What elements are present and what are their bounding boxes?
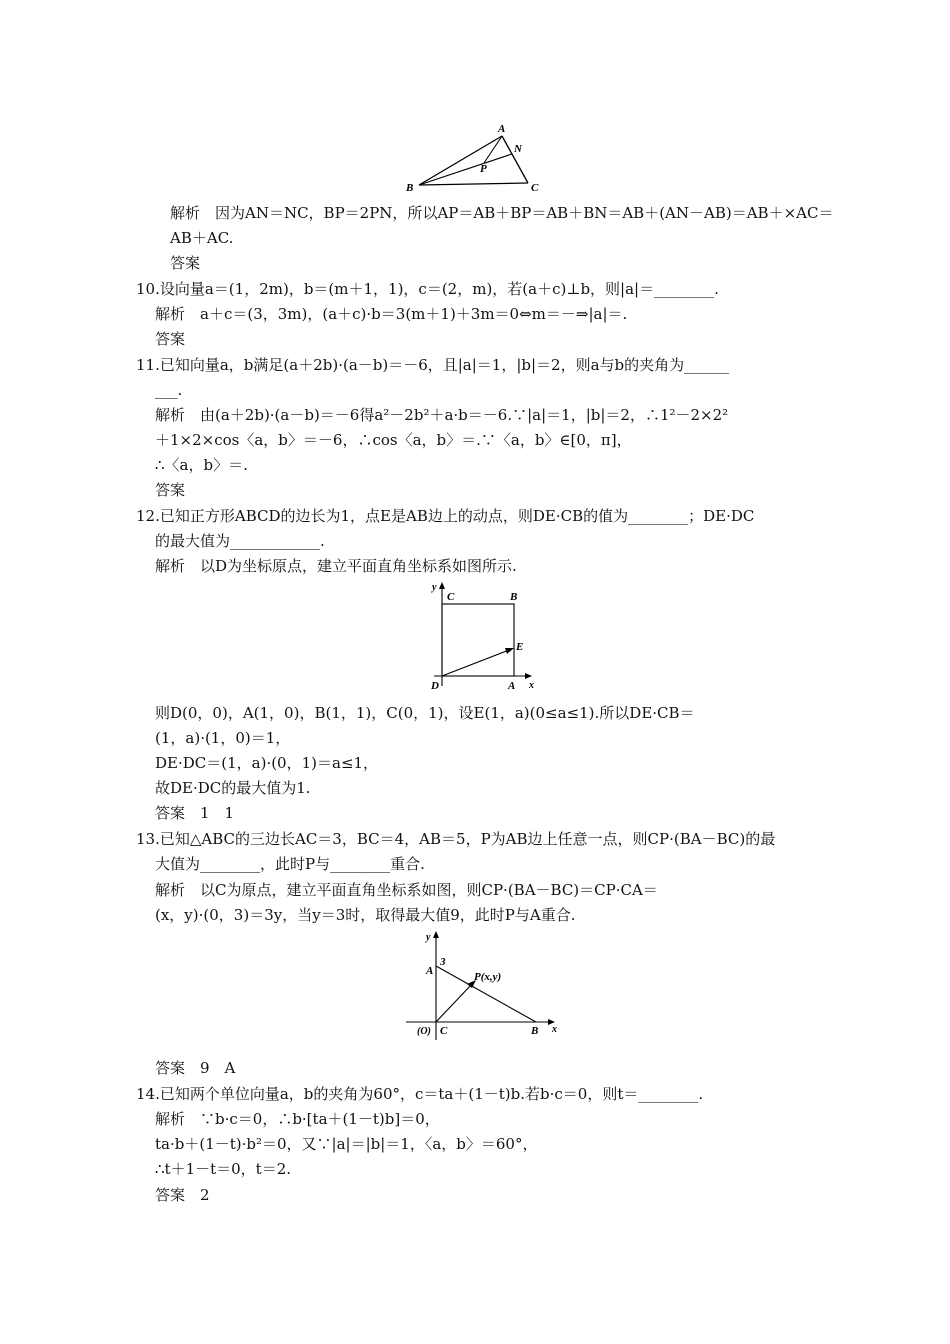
answer-label: 答案: [170, 254, 201, 272]
question-13: 13.已知△ABC的三边长AC＝3，BC＝4，AB＝5，P为AB边上任意一点，则CP·(BA－BC)的最: [136, 830, 776, 848]
text-line: 解析 由(a＋2b)·(a－b)＝－6得a²－2b²＋a·b＝－6.∵|a|＝1，|b|＝2，∴1²－2×2²: [155, 406, 729, 424]
segment-bn: [419, 154, 512, 185]
label-y: y: [426, 932, 431, 943]
label-p: P(x,y): [474, 971, 502, 983]
label-b: B: [510, 591, 518, 603]
text-line: 的最大值为____________.: [155, 532, 325, 550]
label-x: x: [552, 1024, 557, 1035]
square-abcd: [442, 604, 514, 676]
text-line: 解析 因为AN＝NC，BP＝2PN，所以AP＝AB＋BP＝AB＋BN＝AB＋(AN－AB)＝AB＋×AC＝: [170, 204, 834, 222]
text-line: (x，y)·(0，3)＝3y，当y＝3时，取得最大值9，此时P与A重合.: [155, 906, 576, 924]
label-b: B: [406, 182, 414, 194]
text-line: (1，a)·(1，0)＝1，: [155, 729, 291, 747]
vector-cp: [436, 984, 472, 1022]
text-line: 解析 ∵b·c＝0，∴b·[ta＋(1－t)b]＝0，: [155, 1110, 440, 1128]
answer-label: 答案: [155, 481, 186, 499]
text-line: ___.: [155, 381, 183, 399]
text-line: ＋1×2×cos〈a，b〉＝－6，∴cos〈a，b〉＝.∵〈a，b〉∈[0，π]，: [155, 431, 632, 449]
label-e: E: [516, 641, 524, 653]
text-line: 解析 以C为原点，建立平面直角坐标系如图，则CP·(BA－BC)＝CP·CA＝: [155, 881, 658, 899]
text-line: 解析 以D为坐标原点，建立平面直角坐标系如图所示.: [155, 557, 517, 575]
label-b: B: [531, 1025, 539, 1037]
answer-line: 答案 1 1: [155, 804, 235, 822]
label-d: D: [431, 680, 439, 692]
x-axis-arrow: [525, 673, 532, 679]
label-y: y: [432, 582, 437, 593]
label-a: A: [498, 123, 506, 135]
label-p: P: [480, 163, 487, 175]
text-line: AB＋AC.: [170, 229, 234, 247]
triangle-figure: [400, 120, 550, 200]
question-10: 10.设向量a＝(1，2m)，b＝(m＋1，1)，c＝(2，m)，若(a＋c)⊥b，则|a|＝________.: [136, 280, 719, 298]
label-a: A: [426, 965, 434, 977]
question-14: 14.已知两个单位向量a，b的夹角为60°，c＝ta＋(1－t)b.若b·c＝0，则t＝________.: [136, 1085, 704, 1103]
text-line: 大值为________，此时P与________重合.: [155, 855, 425, 873]
label-c: C: [531, 182, 539, 194]
answer-label: 答案: [155, 330, 186, 348]
vector-de-arrow: [505, 648, 514, 654]
segment-ap: [484, 136, 502, 163]
vector-de: [442, 650, 509, 676]
text-line: ∴t＋1－t＝0，t＝2.: [155, 1160, 292, 1178]
text-line: DE·DC＝(1，a)·(0，1)＝a≤1，: [155, 754, 379, 772]
coordinate-figure: [400, 926, 570, 1046]
label-x: x: [529, 680, 534, 691]
label-c: C: [447, 591, 455, 603]
text-line: 则D(0，0)，A(1，0)，B(1，1)，C(0，1)，设E(1，a)(0≤a≤1).所以DE·CB＝: [155, 704, 695, 722]
question-11: 11.已知向量a，b满足(a＋2b)·(a－b)＝－6，且|a|＝1，|b|＝2，则a与b的夹角为______: [136, 356, 730, 374]
text-line: 故DE·DC的最大值为1.: [155, 779, 311, 797]
label-c: C: [440, 1025, 448, 1037]
y-axis-arrow: [439, 582, 445, 589]
text-line: ta·b＋(1－t)·b²＝0，又∵|a|＝|b|＝1，〈a，b〉＝60°，: [155, 1135, 538, 1153]
question-12: 12.已知正方形ABCD的边长为1，点E是AB边上的动点，则DE·CB的值为________；DE·DC: [136, 507, 755, 525]
square-figure: [420, 578, 550, 693]
answer-line: 答案 2: [155, 1186, 210, 1204]
text-line: ∴〈a，b〉＝.: [155, 456, 248, 474]
text-line: 解析 a＋c＝(3，3m)，(a＋c)·b＝3(m＋1)＋3m＝0⇔m＝－⇒|a|＝.: [155, 305, 628, 323]
segment-ab: [419, 136, 502, 185]
label-o: (O): [417, 1026, 431, 1037]
label-n: N: [514, 143, 522, 155]
y-axis-arrow: [433, 931, 439, 938]
answer-line: 答案 9 A: [155, 1059, 236, 1077]
segment-bc: [419, 183, 528, 185]
label-a: A: [508, 680, 516, 692]
label-3: 3: [440, 956, 446, 968]
